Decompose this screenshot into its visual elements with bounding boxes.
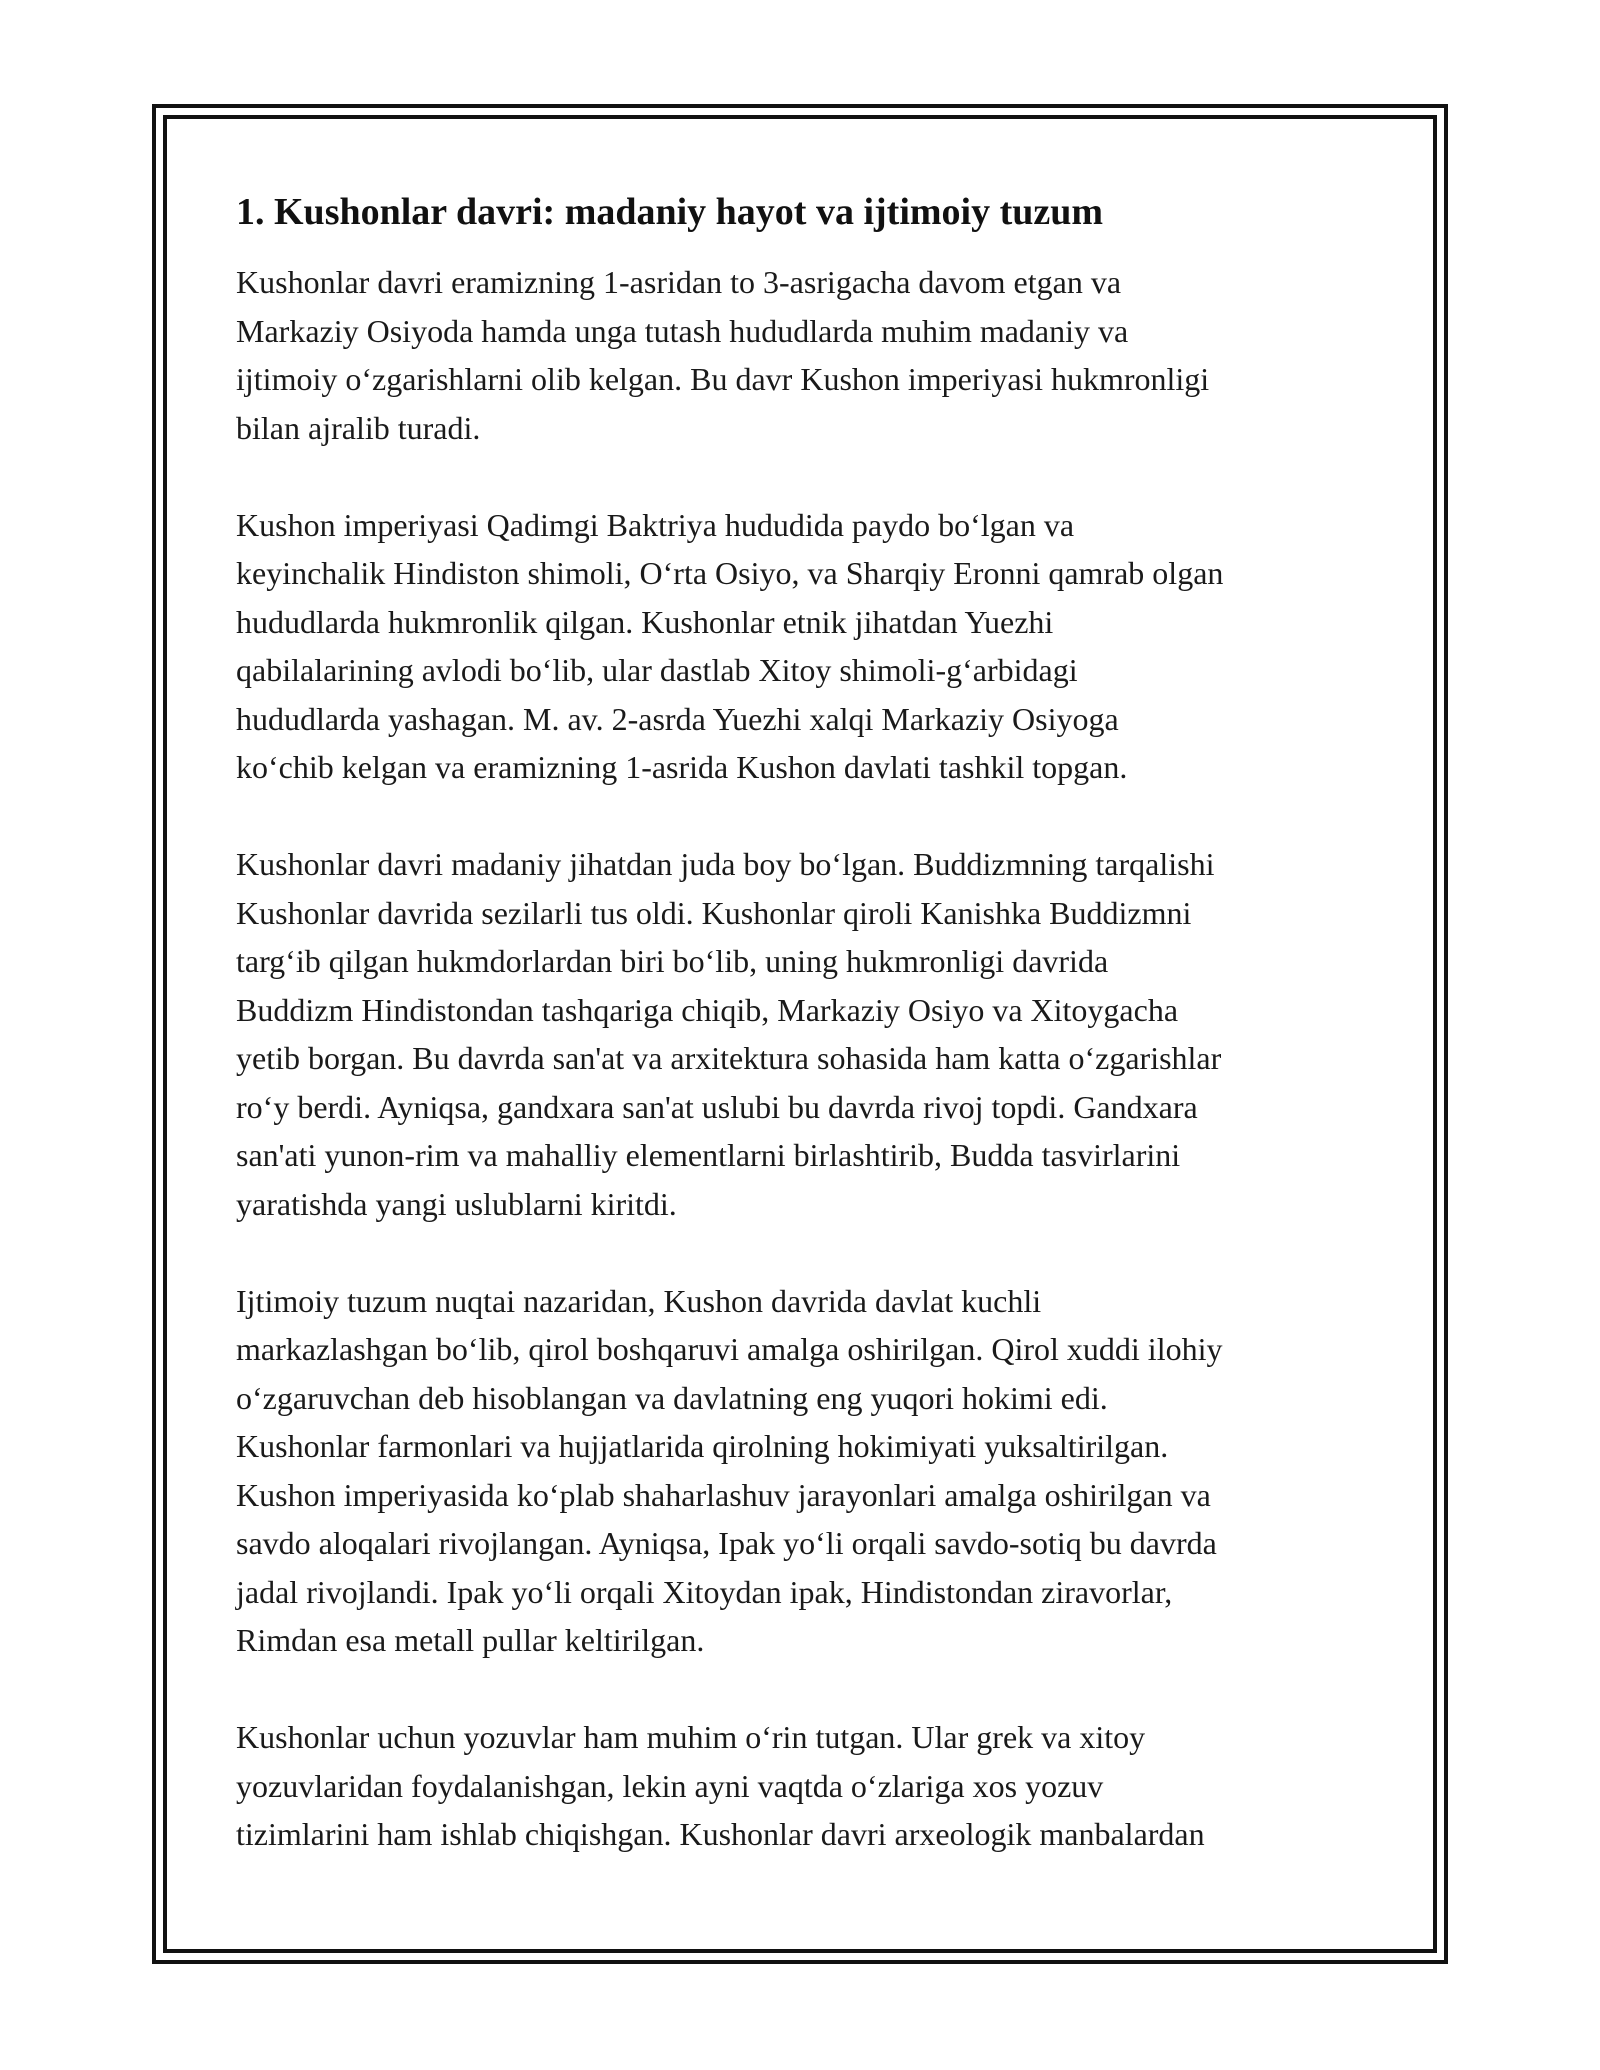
text-line: san'ati yunon-rim va mahalliy elementlarni birlashtirib, Budda tasvirlarini xyxy=(236,1137,1181,1173)
paragraph xyxy=(236,258,1386,452)
text-line: Markaziy Osiyoda hamda unga tutash hududlarda muhim madaniy va xyxy=(236,312,1129,349)
text-line: yozuvlaridan foydalanishgan, lekin ayni vaqtda o‘zlariga xos yozuv xyxy=(236,1767,1104,1804)
document-body xyxy=(236,186,1386,1907)
text-line: ko‘chib kelgan va eramizning 1-asrida Kushon davlati tashkil topgan. xyxy=(236,749,1128,785)
text-line: jadal rivojlandi. Ipak yo‘li orqali Xitoydan ipak, Hindistondan ziravorlar, xyxy=(236,1573,1173,1610)
text-line: Kushon imperiyasi Qadimgi Baktriya hududida paydo bo‘lgan va xyxy=(236,506,1075,543)
text-line: o‘zgaruvchan deb hisoblangan va davlatning eng yuqori hokimi edi. xyxy=(236,1379,1108,1416)
text-line: keyinchalik Hindiston shimoli, O‘rta Osiyo, va Sharqiy Eronni qamrab olgan xyxy=(236,555,1224,591)
text-line: qabilalarining avlodi bo‘lib, ular dastlab Xitoy shimoli-g‘arbidagi xyxy=(236,652,1078,688)
text-line: ijtimoiy o‘zgarishlarni olib kelgan. Bu davr Kushon imperiyasi hukmronligi xyxy=(236,361,1210,397)
paragraph xyxy=(236,1713,1386,1859)
text-line: Kushonlar uchun yozuvlar ham muhim o‘rin tutgan. Ular grek va xitoy xyxy=(236,1719,1146,1755)
text-line: Kushon imperiyasida ko‘plab shaharlashuv jarayonlari amalga oshirilgan va xyxy=(236,1476,1211,1513)
text-line: Kushonlar farmonlari va hujjatlarida qirolning hokimiyati yuksaltirilgan. xyxy=(236,1428,1169,1464)
text-line: yaratishda yangi uslublarni kiritdi. xyxy=(236,1185,677,1222)
paragraph xyxy=(236,501,1386,792)
paragraph-list xyxy=(236,258,1386,1859)
text-line: targ‘ib qilgan hukmdorlardan biri bo‘lib, uning hukmronligi davrida xyxy=(236,943,1109,979)
text-line: Rimdan esa metall pullar keltirilgan. xyxy=(236,1622,705,1658)
text-line: bilan ajralib turadi. xyxy=(236,409,481,446)
text-line: hududlarda hukmronlik qilgan. Kushonlar etnik jihatdan Yuezhi xyxy=(236,603,1054,640)
text-line: tizimlarini ham ishlab chiqishgan. Kushonlar davri arxeologik manbalardan xyxy=(236,1816,1205,1852)
text-line: savdo aloqalari rivojlangan. Ayniqsa, Ipak yo‘li orqali savdo-sotiq bu davrda xyxy=(236,1525,1217,1561)
page-title: 1. Kushonlar davri: madaniy hayot va ijtimoiy tuzum xyxy=(236,191,1104,233)
text-line: Ijtimoiy tuzum nuqtai nazaridan, Kushon davrida davlat kuchli xyxy=(236,1282,1042,1319)
text-line: Buddizm Hindistondan tashqariga chiqib, Markaziy Osiyo va Xitoygacha xyxy=(236,991,1179,1028)
paragraph xyxy=(236,1277,1386,1665)
text-line: Kushonlar davri eramizning 1-asridan to 3-asrigacha davom etgan va xyxy=(236,264,1122,300)
text-line: hududlarda yashagan. M. av. 2-asrda Yuezhi xalqi Markaziy Osiyoga xyxy=(236,700,1119,737)
text-line: markazlashgan bo‘lib, qirol boshqaruvi amalga oshirilgan. Qirol xuddi ilohiy xyxy=(236,1331,1223,1367)
text-line: ro‘y berdi. Ayniqsa, gandxara san'at uslubi bu davrda rivoj topdi. Gandxara xyxy=(236,1088,1198,1125)
text-line: Kushonlar davri madaniy jihatdan juda boy bo‘lgan. Buddizmning tarqalishi xyxy=(236,846,1215,882)
text-line: yetib borgan. Bu davrda san'at va arxitektura sohasida ham katta o‘zgarishlar xyxy=(236,1040,1222,1076)
text-line: Kushonlar davrida sezilarli tus oldi. Kushonlar qiroli Kanishka Buddizmni xyxy=(236,894,1192,931)
paragraph xyxy=(236,840,1386,1228)
